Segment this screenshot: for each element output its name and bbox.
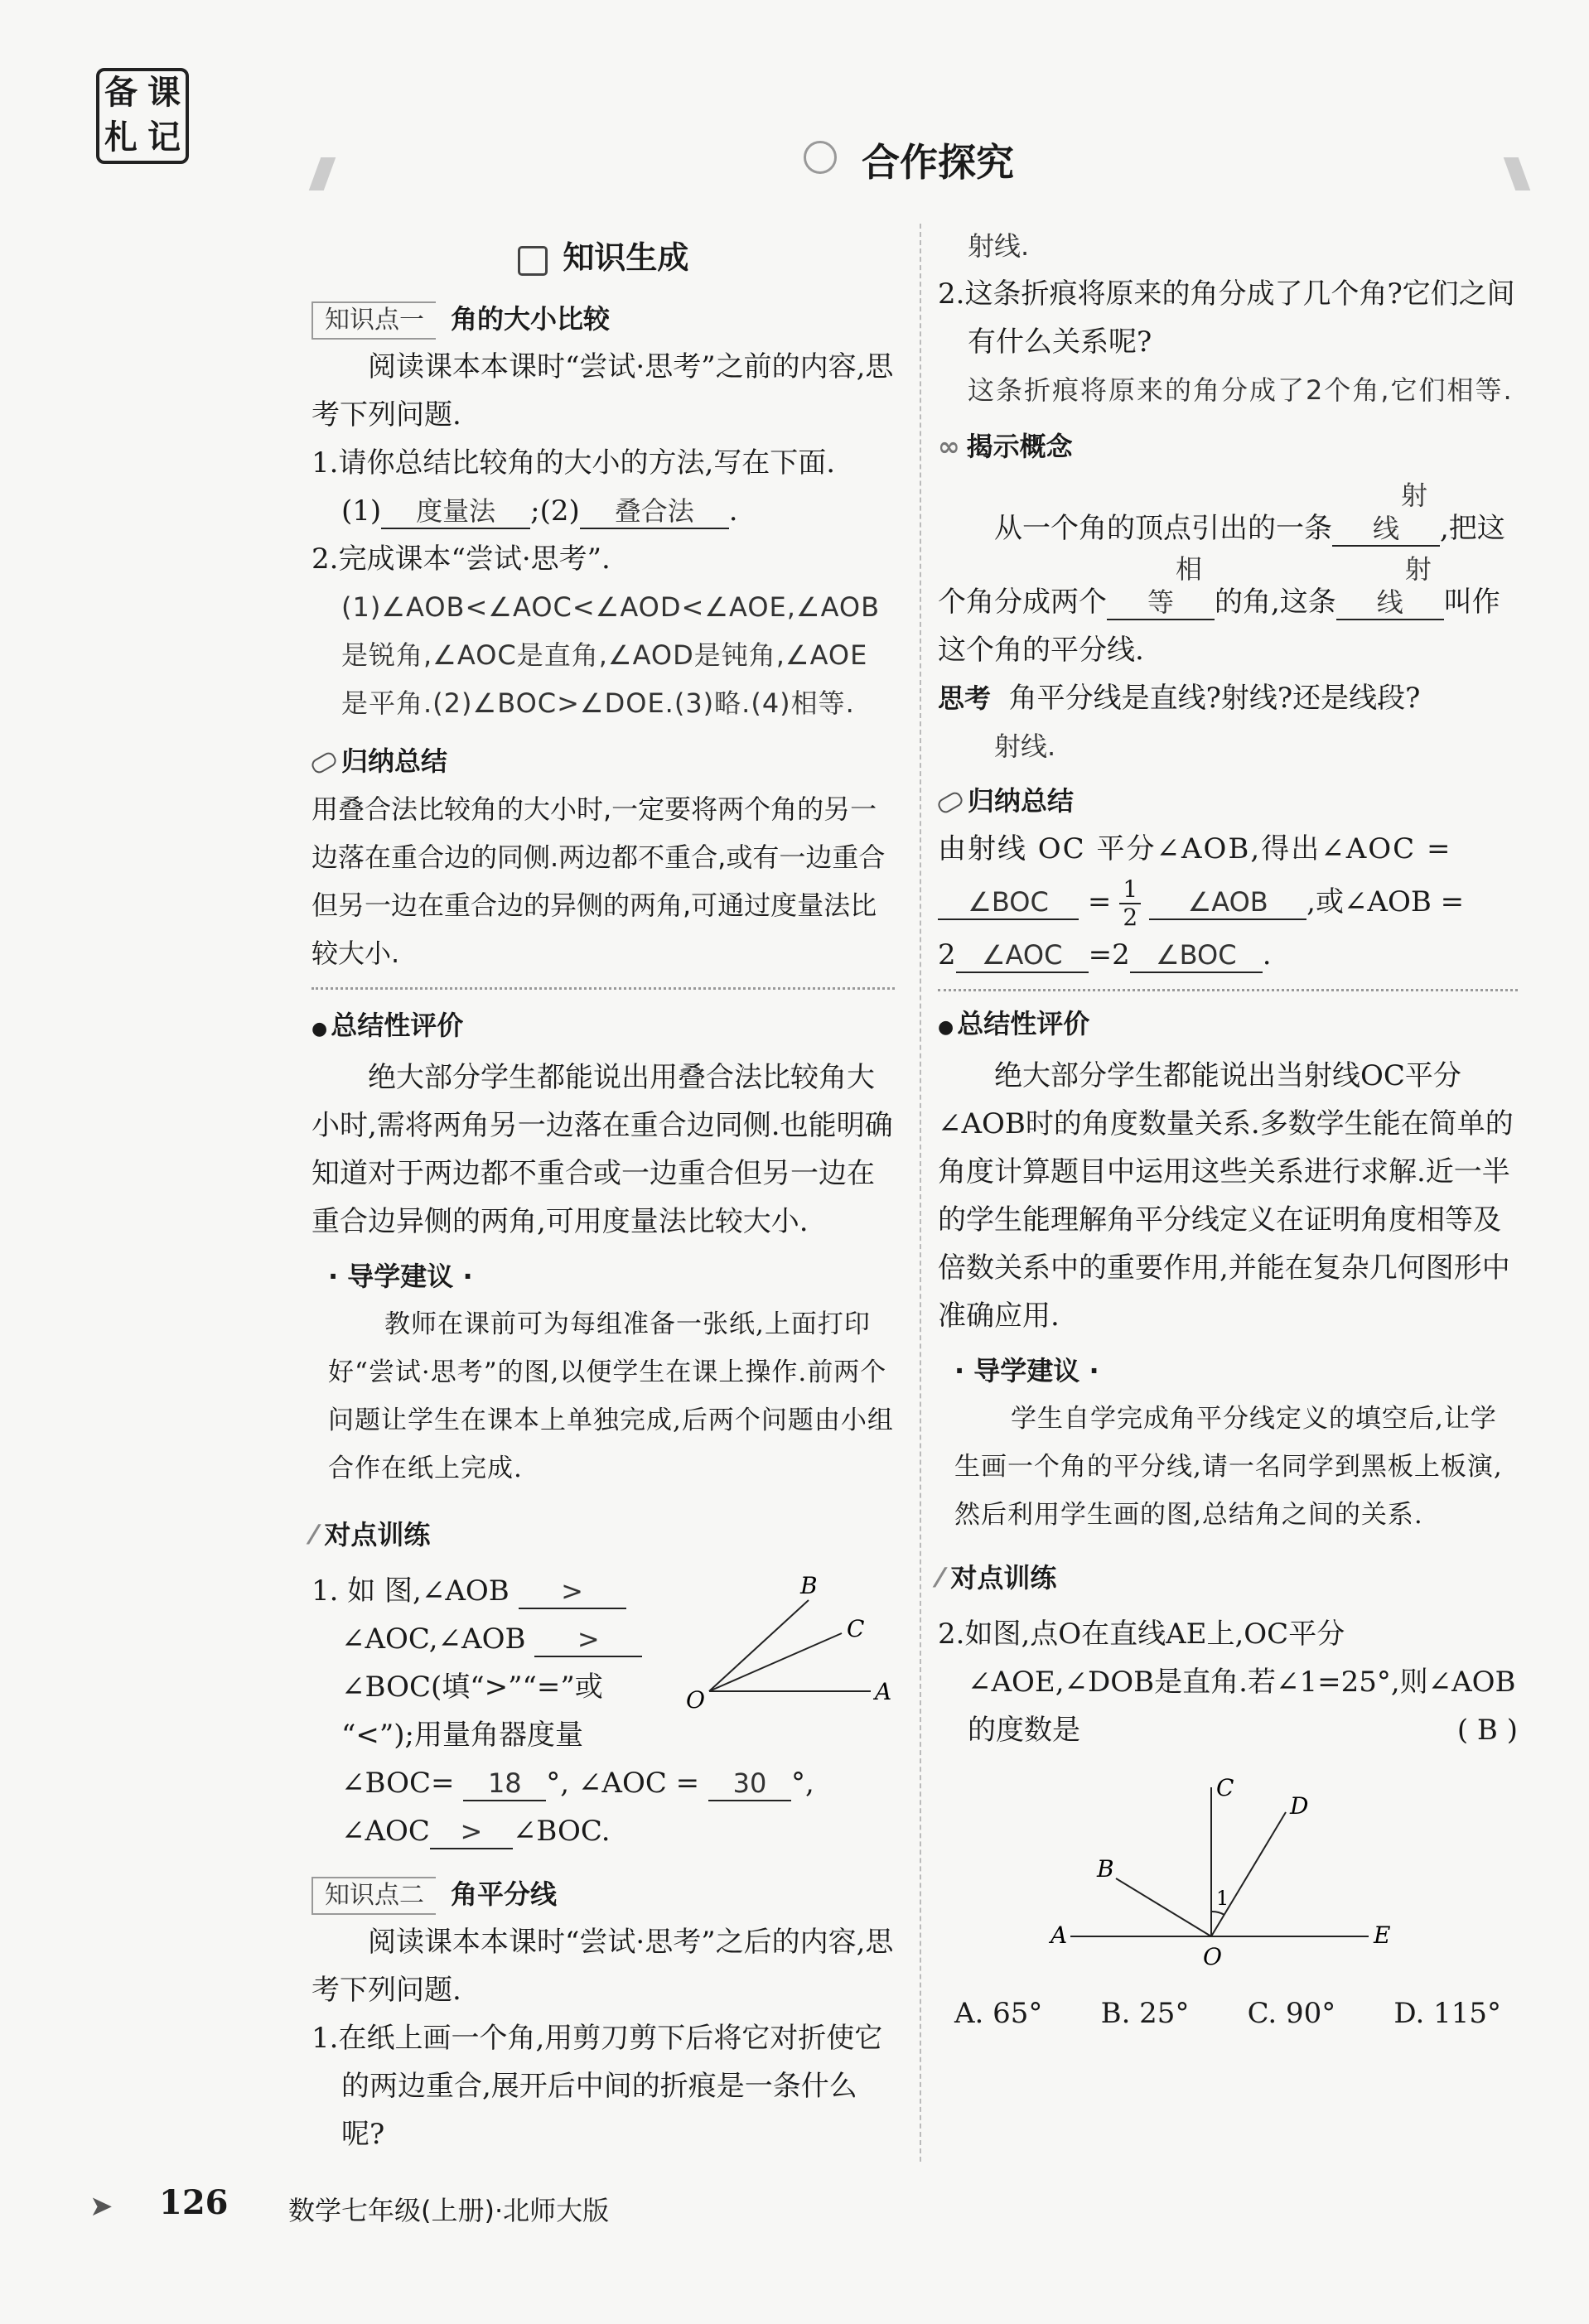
guide2-title: · 导学建议 · [954,1355,1099,1386]
summary1-text: 用叠合法比较角的大小时,一定要将两个角的另一边落在重合边的同侧.两边都不重合,或有一边重合但另一边在重合边的异侧的两角,可通过度量法比较大小. [312,793,886,969]
angle-figure-1 [676,1567,891,1733]
option-a: A. 65° [954,1997,1043,2030]
kp2-intro: 阅读课本本课时“尝试·思考”之后的内容,思考下列问题. [312,1926,894,2007]
kp1-intro: 阅读课本本课时“尝试·思考”之前的内容,思考下列问题. [312,350,894,432]
eval1-title: ● 总结性评价 [312,1001,895,1054]
answer-blank: > [534,1622,642,1657]
kp2-q1: 1.在纸上画一个角,用剪刀剪下后将它对折使它的两边重合,展开后中间的折痕是一条什么呢? [312,2022,883,2151]
answer-blank: ∠AOC [956,938,1089,973]
kp2-tag: 知识点二 [312,1877,436,1915]
option-c: C. 90° [1247,1997,1336,2030]
stamp-char: 记 [147,118,181,157]
answer-blank: ∠AOB [1149,885,1306,920]
kp2-q2: 2.这条折痕将原来的角分成了几个角?它们之间有什么关系呢? [938,277,1515,359]
section-title-bar [315,133,1524,185]
eval1-text: 绝大部分学生都能说出用叠合法比较角大小时,需将两角另一边落在重合边同侧.也能明确知道对于两边都不重合或一边重合但另一边在重合边异侧的两角,可用度量法比较大小. [312,1061,893,1238]
answer-blank: > [430,1815,513,1849]
fig-label-A: A [875,1678,891,1705]
book-title: 数学七年级(上册)·北师大版 [288,2195,610,2226]
train1-header: ⁄ 对点训练 [312,1519,431,1550]
kp1-q2-answer: (1)∠AOB<∠AOC<∠AOD<∠AOE,∠AOB是锐角,∠AOC是直角,∠AOD是钝角,∠AOE是平角.(2)∠BOC>∠DOE.(3)略.(4)相等. [341,591,881,719]
think-answer: 射线. [994,730,1056,762]
kp1-q1: 1.请你总结比较角的大小的方法,写在下面. [312,446,836,480]
knowledge-heading: 知识生成 [312,234,895,283]
angle-figure-2 [1021,1762,1485,1986]
book-icon [518,246,548,276]
train2-header: ⁄ 对点训练 [938,1562,1057,1594]
fig-label-C: C [847,1615,865,1642]
train2-question: 2.如图,点O在直线AE上,OC平分∠AOE,∠DOB是直角.若∠1=25°,则∠AOB的度数是 [938,1618,1516,1747]
footer [89,2183,752,2233]
title-decor-left [309,157,336,190]
pencil-icon [310,750,339,776]
answer-blank: 射线 [1336,552,1444,620]
eval2-text: 绝大部分学生都能说出当射线OC平分∠AOB时的角度数量关系.多数学生能在简单的角度计算题目中运用这些关系进行求解.近一半的学生能理解角平分线定义在证明角度相等及倍数关系中的重要作用,并能在复杂几何图形中准确应用. [938,1059,1514,1333]
corner-stamp [96,68,189,164]
stamp-char: 备 [104,74,138,112]
stamp-char: 札 [104,118,138,157]
concept-text: 从一个角的顶点引出的一条射线 ,把这个角分成两个相等 的角,这条射线 叫作这个角的平分线. [938,480,1505,667]
fig-label-D: D [1290,1792,1309,1820]
answer-blank: 18 [463,1767,546,1801]
kp1-q2: 2.完成课本“尝试·思考”. [312,542,611,576]
concept-header: ∞ 揭示概念 [938,431,1073,462]
guide1-title: · 导学建议 · [328,1261,473,1292]
stamp-char: 课 [147,74,181,112]
fig-label-O: O [686,1686,705,1714]
title-decor-right [1504,157,1531,190]
answer-blank: ∠BOC [1130,938,1263,973]
answer-blank: 叠合法 [580,494,729,529]
fig-label-O: O [1203,1943,1222,1970]
kp2-header [312,1870,895,1918]
section-title: 合作探究 [862,140,1014,185]
fig-label-B: B [800,1572,818,1599]
train1-block: 1. 如 图,∠AOB > ∠AOC,∠AOB > ∠BOC(填“>”“=”或 “<”);用量角器度量 ∠BOC= 18 °, ∠AOC = 30 °, ∠AOC > ∠BOC. B C O A [312,1567,895,1857]
train2-options [938,1989,1518,2037]
fraction-half: $\frac{1}{2}$ [1119,876,1141,931]
pencil-icon [936,790,965,816]
link-icon: ∞ [938,431,960,462]
fig-label-E: E [1374,1921,1391,1949]
summary1-box [312,737,895,990]
kp2-q1-answer: 射线. [968,230,1030,262]
footer-arrow-icon: ➤ [89,2190,114,2223]
kp1-header [312,295,895,343]
search-magnifier-icon [804,141,837,174]
option-b: B. 25° [1100,1997,1190,2030]
left-column [312,234,895,2158]
right-column [938,222,1518,2037]
train2-answer: ( B ) [1456,1714,1518,1747]
summary2-box: 归纳总结 由射线 OC 平分∠AOB,得出∠AOC = ∠BOC = $\frac{1}{2}$ ∠AOB ,或∠AOB = 2 ∠AOC =2 ∠BOC . [938,777,1518,991]
option-d: D. 115° [1393,1997,1501,2030]
kp1-title: 角的大小比较 [451,303,611,335]
answer-blank: 射线 [1332,479,1440,547]
kp1-q1-answers: (1) 度量法 ;(2) 叠合法 . [341,494,738,528]
summary1-title: 归纳总结 [341,745,448,777]
kp2-q2-answer: 这条折痕将原来的角分成了2个角,它们相等. [968,374,1514,406]
answer-blank: 相等 [1107,552,1215,620]
fig-label-B: B [1097,1855,1114,1883]
answer-blank: ∠BOC [938,885,1079,920]
guide1-text: 教师在课前可为每组准备一张纸,上面打印好“尝试·思考”的图,以便学生在课上操作.前两个问题让学生在课本上单独完成,后两个问题由小组合作在纸上完成. [328,1309,894,1483]
eval2-title: ● 总结性评价 [938,1000,1518,1052]
kp2-title: 角平分线 [451,1878,558,1910]
answer-blank: 30 [708,1767,791,1801]
answer-blank: 度量法 [381,494,530,529]
page-number: 126 [159,2183,229,2222]
kp1-tag: 知识点一 [312,301,436,340]
summary2-title: 归纳总结 [968,785,1075,817]
think-line: 思考 角平分线是直线?射线?还是线段? [938,682,1421,715]
guide2-text: 学生自学完成角平分线定义的填空后,让学生画一个角的平分线,请一名同学到黑板上板演,然后利用学生画的图,总结角之间的关系. [954,1404,1503,1530]
column-divider [920,224,921,2162]
fig-label-C: C [1216,1774,1234,1801]
pencil-icon: ⁄ [938,1562,943,1594]
answer-blank: > [519,1574,626,1609]
fig-label-angle1: 1 [1216,1887,1229,1910]
pencil-icon: ⁄ [312,1519,316,1550]
fig-label-A: A [1050,1921,1068,1949]
